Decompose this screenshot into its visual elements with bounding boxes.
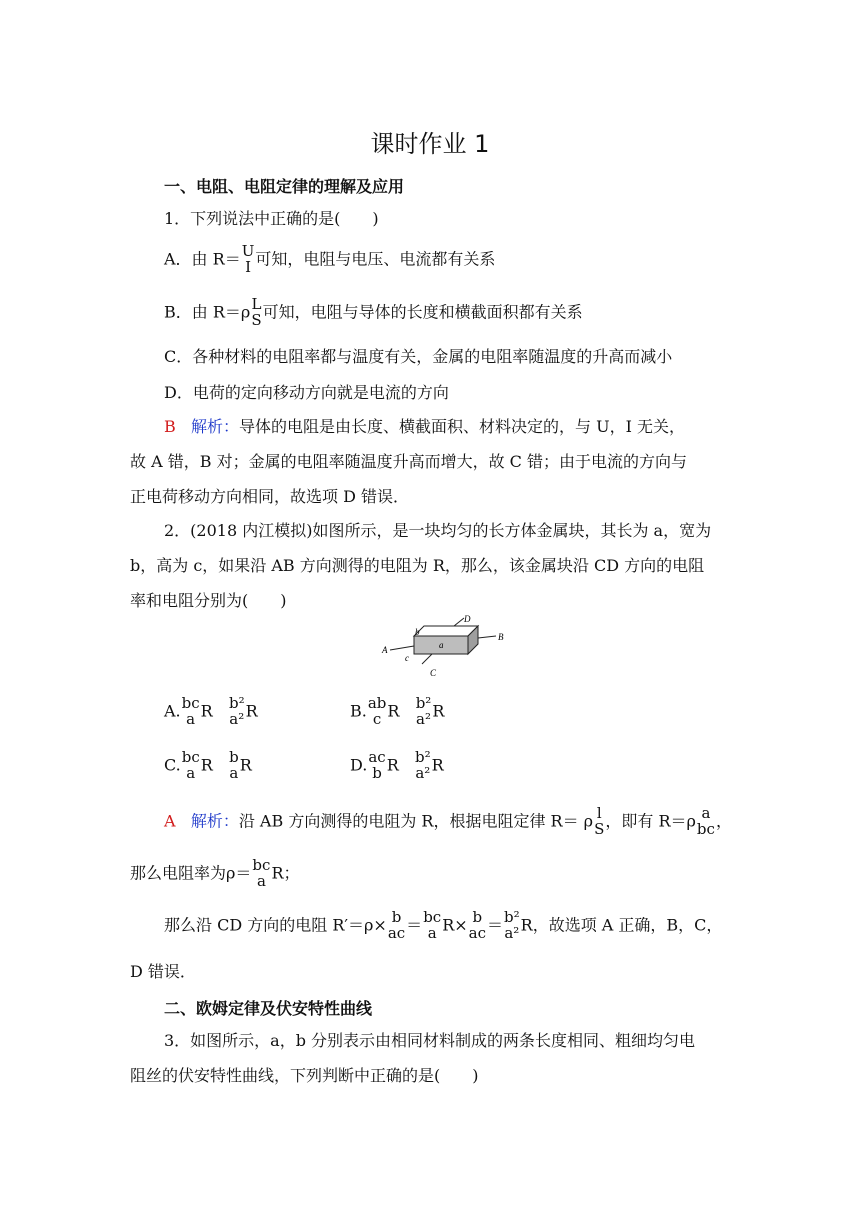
q2-option-b: B. ab c R b² a² R <box>350 694 445 728</box>
q2-option-a: A. bc a R b² a² R <box>164 694 258 728</box>
q1-option-b: B．由 R＝ρ L S 可知，电阻与导体的长度和横截面积都有关系 <box>164 295 583 329</box>
q1-answer: B <box>164 417 176 436</box>
label-D: D <box>464 614 471 624</box>
q2-analysis-line4: D 错误． <box>130 962 196 981</box>
q1-option-d: D．电荷的定向移动方向就是电流的方向 <box>164 383 449 402</box>
q1-option-a: A．由 R＝ U I 可知，电阻与电压、电流都有关系 <box>164 242 496 276</box>
q2-stem-line1: 2．(2018 内江模拟)如图所示，是一块均匀的长方体金属块，其长为 a，宽为 <box>164 521 712 540</box>
label-B: B <box>498 632 504 642</box>
q2-stem-line2: b，高为 c，如果沿 AB 方向测得的电阻为 R，那么，该金属块沿 CD 方向的电阻 <box>130 556 705 575</box>
q2-stem-line3: 率和电阻分别为( ) <box>130 591 287 610</box>
q1-analysis-line3: 正电荷移动方向相同，故选项 D 错误． <box>130 487 410 506</box>
label-a: a <box>439 640 444 650</box>
label-c: c <box>405 653 409 663</box>
q3-stem-line1: 3．如图所示，a，b 分别表示由相同材料制成的两条长度相同、粗细均匀电 <box>164 1031 696 1050</box>
label-b: b <box>415 627 420 637</box>
section-heading-1: 一、电阻、电阻定律的理解及应用 <box>164 177 405 196</box>
q2-answer: A <box>164 811 176 831</box>
q1-analysis-line2: 故 A 错，B 对；金属的电阻率随温度升高而增大，故 C 错；由于电流的方向与 <box>130 452 687 471</box>
metal-block-figure <box>378 612 518 684</box>
label-C: C <box>430 668 437 678</box>
q2-option-d: D. ac b R b² a² R <box>350 748 444 782</box>
q3-stem-line2: 阻丝的伏安特性曲线，下列判断中正确的是( ) <box>130 1066 479 1085</box>
analysis-label: 解析： <box>191 417 240 436</box>
analysis-label: 解析： <box>190 811 239 831</box>
q1-analysis-line1: B 解析：导体的电阻是由长度、横截面积、材料决定的，与 U，I 无关， <box>164 417 686 436</box>
q1-stem: 1．下列说法中正确的是( ) <box>164 209 379 228</box>
section-heading-2: 二、欧姆定律及伏安特性曲线 <box>164 999 373 1018</box>
q2-analysis-line3: 那么沿 CD 方向的电阻 R′＝ρ× b ac ＝ bc a R× b ac ＝ b² a² R，故选项 A 正确，B，C， <box>164 908 723 942</box>
label-A: A <box>382 645 388 655</box>
q2-analysis-line2: 那么电阻率为ρ＝ bc a R； <box>130 856 300 890</box>
page-title: 课时作业 1 <box>370 130 490 158</box>
q1-option-c: C．各种材料的电阻率都与温度有关，金属的电阻率随温度的升高而减小 <box>164 347 673 366</box>
q2-option-c: C. bc a R b a R <box>164 748 252 782</box>
q2-analysis-line1: A 解析：沿 AB 方向测得的电阻为 R，根据电阻定律 R＝ ρ l S ，即有 R＝ρ a bc ， <box>164 804 732 838</box>
